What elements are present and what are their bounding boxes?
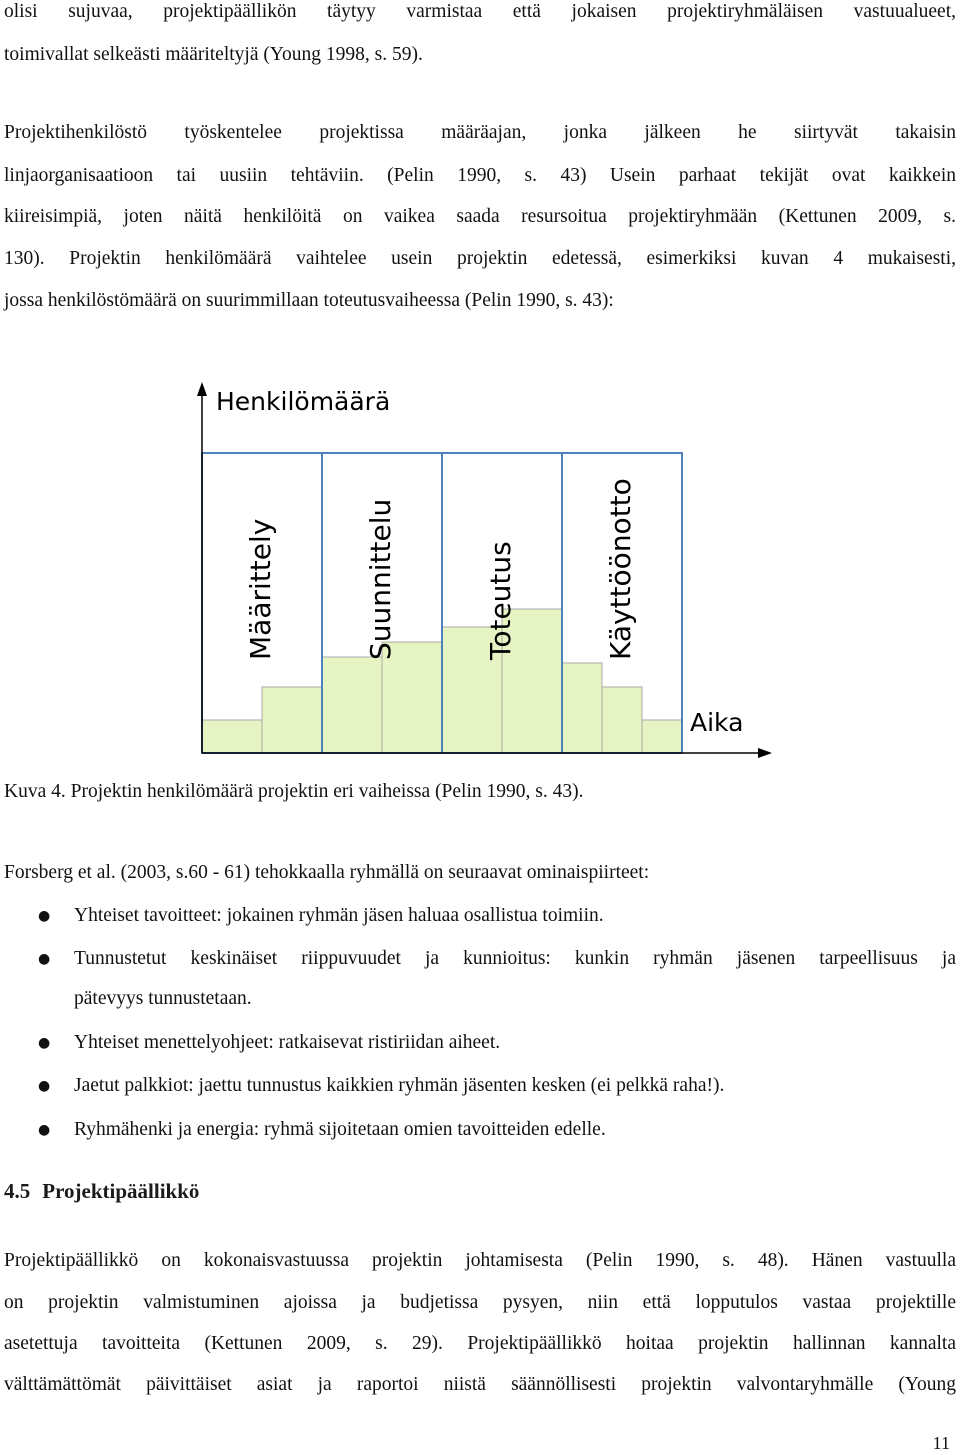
paragraph2-line-2: linjaorganisaatioon tai uusiin tehtäviin. (Pelin 1990, s. 43) Usein parhaat tekijät ovat kaikkein xyxy=(4,165,956,186)
paragraph2-line-4: 130). Projektin henkilömäärä vaihtelee usein projektin edetessä, esimerkiksi kuvan 4 mukaisesti, xyxy=(4,248,956,269)
section-heading xyxy=(4,1178,199,1204)
figure-caption: Kuva 4. Projektin henkilömäärä projektin eri vaiheissa (Pelin 1990, s. 43). xyxy=(4,781,584,802)
bullet-icon: ● xyxy=(38,1078,51,1094)
y-axis-label: Henkilömäärä xyxy=(216,387,391,416)
bullet-icon: ● xyxy=(38,951,51,967)
bullet-item: Yhteiset menettelyohjeet: ratkaisevat ristiriidan aiheet. xyxy=(74,1032,501,1053)
staffing-bar xyxy=(602,687,642,753)
paragraph3-line-3: asetettuja tavoitteita (Kettunen 2009, s. 29). Projektipäällikkö hoitaa projektin hallinnan kannalta xyxy=(4,1333,956,1354)
bullet-icon: ● xyxy=(38,1035,51,1051)
list-intro: Forsberg et al. (2003, s.60 - 61) tehokkaalla ryhmällä on seuraavat ominaispiirteet: xyxy=(4,862,650,883)
staffing-bar xyxy=(322,657,382,753)
staffing-bar xyxy=(262,687,322,753)
bullet-item-continuation: pätevyys tunnustetaan. xyxy=(74,988,252,1009)
y-axis-arrow-icon xyxy=(197,382,207,396)
phase-label: Suunnittelu xyxy=(364,498,397,660)
paragraph3-line-4: välttämättömät päivittäiset asiat ja raportoi niistä säännöllisesti projektin valvontaryhmälle (Young xyxy=(4,1374,956,1395)
paragraph2-line-5: jossa henkilöstömäärä on suurimmillaan toteutusvaiheessa (Pelin 1990, s. 43): xyxy=(4,290,614,311)
page-number: 11 xyxy=(932,1433,950,1453)
staffing-bar xyxy=(642,720,682,753)
paragraph3-line-2: on projektin valmistuminen ajoissa ja budjetissa pysyen, niin että lopputulos vastaa projektille xyxy=(4,1292,956,1313)
paragraph2-line-1: Projektihenkilöstö työskentelee projektissa määräajan, jonka jälkeen he siirtyvät takaisin xyxy=(4,122,956,143)
section-number: 4.5 xyxy=(4,1179,31,1203)
x-axis-label: Aika xyxy=(690,708,744,737)
phase-labels xyxy=(244,478,637,661)
section-title: Projektipäällikkö xyxy=(42,1179,200,1203)
x-axis-arrow-icon xyxy=(758,748,772,758)
bullet-icon: ● xyxy=(38,1122,51,1138)
paragraph1-line-1: olisi sujuvaa, projektipäällikön täytyy varmistaa että jokaisen projektiryhmäläisen vastuualueet, xyxy=(4,1,956,22)
bullet-item: Ryhmähenki ja energia: ryhmä sijoitetaan omien tavoitteiden edelle. xyxy=(74,1119,606,1140)
phase-label: Käyttöönotto xyxy=(604,478,637,660)
bullet-item: Yhteiset tavoitteet: jokainen ryhmän jäsen haluaa osallistua toimiin. xyxy=(74,905,604,926)
staffing-bar xyxy=(562,663,602,753)
bullet-item: Tunnustetut keskinäiset riippuvuudet ja kunnioitus: kunkin ryhmän jäsenen tarpeellisuus ja xyxy=(74,948,956,969)
phase-label: Toteutus xyxy=(484,541,517,660)
paragraph3-line-1: Projektipäällikkö on kokonaisvastuussa projektin johtamisesta (Pelin 1990, s. 48). Hänen vastuulla xyxy=(4,1250,956,1271)
staffing-bar xyxy=(202,720,262,753)
staffing-phase-figure xyxy=(180,370,780,770)
bullet-icon: ● xyxy=(38,908,51,924)
paragraph2-line-3: kiireisimpiä, joten näitä henkilöitä on vaikea saada resursoitua projektiryhmään (Kettunen 2009, s. xyxy=(4,206,956,227)
bullet-item: Jaetut palkkiot: jaettu tunnustus kaikkien ryhmän jäsenten kesken (ei pelkkä raha!). xyxy=(74,1075,725,1096)
paragraph1-line-2: toimivallat selkeästi määriteltyjä (Young 1998, s. 59). xyxy=(4,44,423,65)
phase-label: Määrittely xyxy=(244,518,277,660)
